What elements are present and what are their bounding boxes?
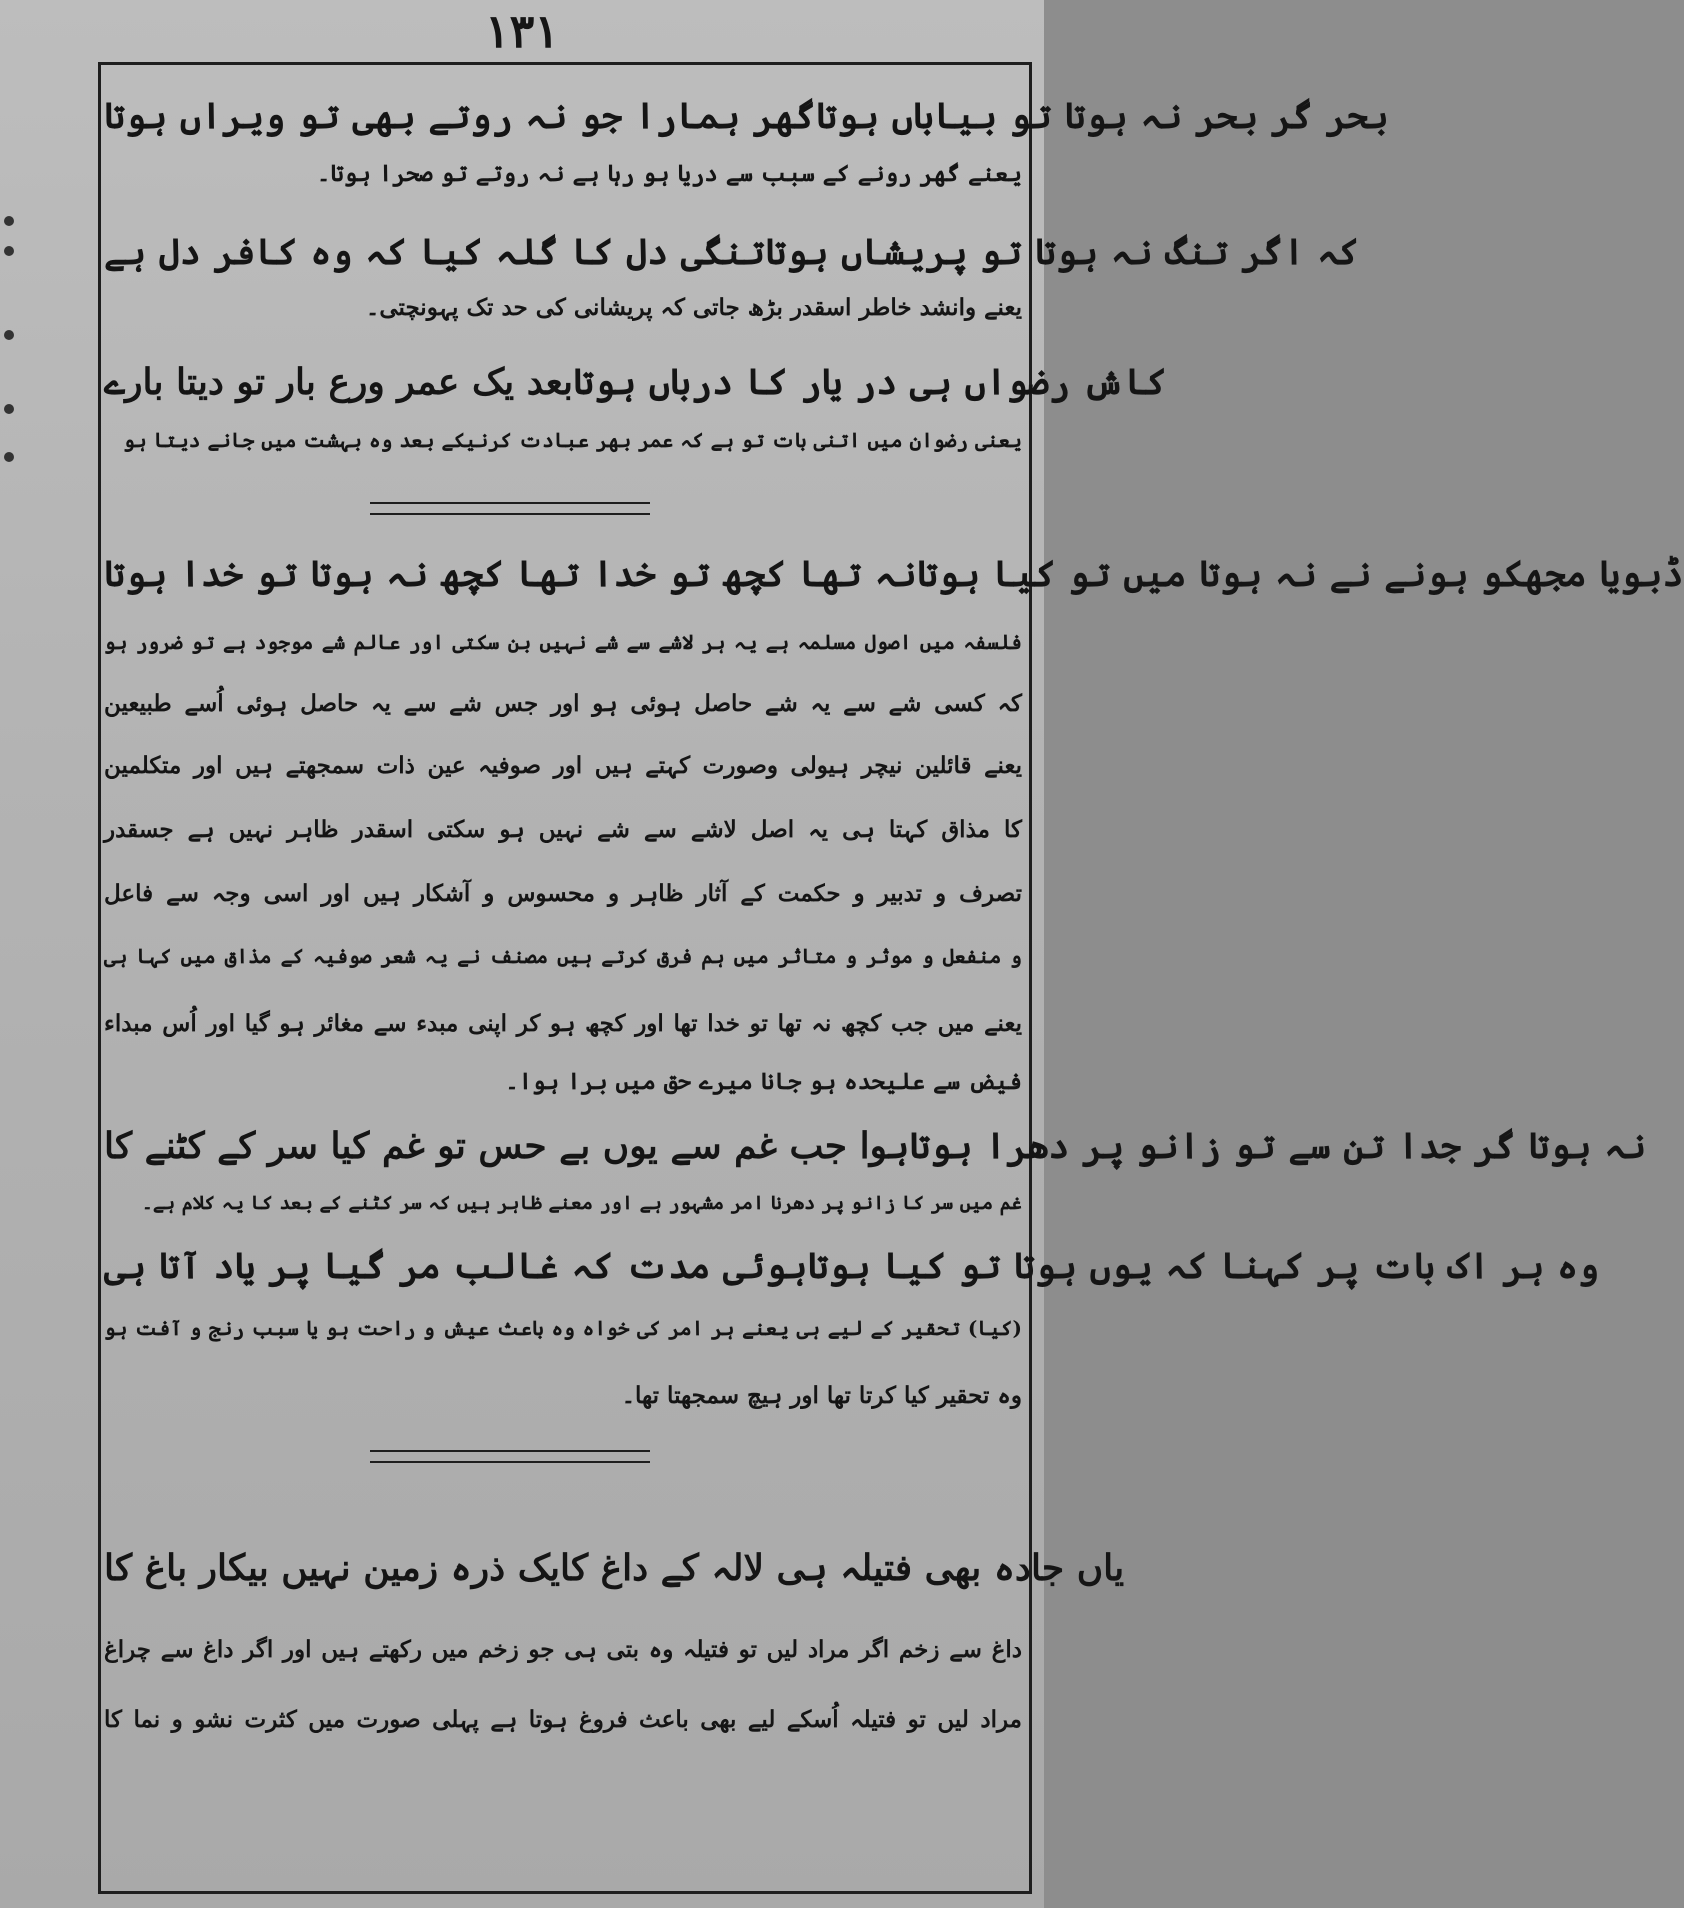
misra-second: کہ اگر تنگ نہ ہوتا تو پریشاں ہوتا [765, 231, 1360, 273]
misra-first: تنگی دل کا گلہ کیا کہ وہ کافر دل ہے [104, 231, 766, 273]
couplet [104, 222, 1360, 282]
misra-second: یاں جادہ بھی فتیلہ ہی لالہ کے داغ کا [559, 1547, 1125, 1589]
commentary-line: یعنے میں جب کچھ نہ تھا تو خدا تھا اور کچھ ہو کر اپنی مبدء سے مغائر ہو گیا اور اُس مبداء [104, 1010, 1022, 1037]
couplet [104, 1536, 1125, 1600]
commentary-line: و منفعل و موثر و متاثر میں ہم فرق کرتے ہیں مصنف نے یہ شعر صوفیہ کے مذاق میں کہا ہی [104, 944, 1022, 968]
commentary-line: یعنے وانشد خاطر اسقدر بڑھ جاتی کہ پریشانی کی حد تک پہونچتی۔ [365, 294, 1022, 321]
commentary-line: کہ کسی شے سے یہ شے حاصل ہوئی ہو اور جس شے سے یہ حاصل ہوئی اُسے طبیعین [104, 690, 1022, 717]
misra-second: وہ ہر اک بات پر کہنا کہ یوں ہوتا تو کیا ہوتا [807, 1245, 1600, 1287]
couplet [104, 1236, 1600, 1296]
couplet [104, 1116, 1647, 1176]
commentary-line: فیض سے علیحدہ ہو جانا میرے حق میں برا ہوا۔ [505, 1068, 1022, 1095]
commentary-line: یعنی رضوان میں اتنی بات تو ہے کہ عمر بھر عبادت کرنیکے بعد وہ بہشت میں جانے دیتا ہو [123, 428, 1022, 452]
misra-second: ڈبویا مجھکو ہونے نے نہ ہوتا میں تو کیا ہوتا [916, 553, 1684, 595]
margin-dot [4, 330, 14, 340]
page-number: ۱۳۱ [484, 4, 560, 58]
couplet [104, 86, 1389, 146]
margin-dot [4, 246, 14, 256]
margin-dot [4, 404, 14, 414]
commentary-line: داغ سے زخم اگر مراد لیں تو فتیلہ وہ بتی ہی جو زخم میں رکھتے ہیں اور اگر داغ سے چراغ [104, 1636, 1022, 1663]
commentary-line: (کیا) تحقیر کے لیے ہی یعنے ہر امر کی خواہ وہ باعث عیش و راحت ہو یا سبب رنج و آفت ہو [104, 1316, 1022, 1340]
misra-first: ہوا جب غم سے یوں بے حس تو غم کیا سر کے کٹنے کا [104, 1125, 910, 1167]
commentary-line: غم میں سر کا زانو پر دھرنا امر مشہور ہے اور معنے ظاہر ہیں کہ سر کٹنے کے بعد کا یہ کلام ہے۔ [141, 1192, 1022, 1214]
misra-first: یک ذرہ زمین نہیں بیکار باغ کا [104, 1547, 560, 1589]
misra-second: نہ ہوتا گر جدا تن سے تو زانو پر دھرا ہوتا [909, 1125, 1647, 1167]
commentary-line: یعنے قائلین نیچر ہیولی وصورت کہتے ہیں اور صوفیہ عین ذات سمجھتے ہیں اور متکلمین [104, 752, 1022, 779]
commentary-line: فلسفہ میں اصول مسلمہ ہے یہ ہر لاشے سے شے نہیں بن سکتی اور عالم شے موجود ہے تو ضرور ہو [104, 630, 1022, 654]
misra-first: گھر ہمارا جو نہ روتے بھی تو ویراں ہوتا [104, 95, 816, 137]
commentary-line: یعنے گھر رونے کے سبب سے دریا ہو رہا ہے نہ روتے تو صحرا ہوتا۔ [316, 160, 1022, 187]
couplet [104, 352, 1167, 412]
section-separator [370, 1450, 650, 1463]
couplet [104, 544, 1684, 604]
commentary-line: کا مذاق کہتا ہی یہ اصل لاشے سے شے نہیں ہو سکتی اسقدر ظاہر نہیں ہے جسقدر [104, 816, 1022, 843]
misra-second: کاش رضواں ہی در یار کا درباں ہوتا [573, 361, 1167, 403]
page-frame [98, 62, 1032, 1894]
margin-dot [4, 216, 14, 226]
misra-second: بحر گر بحر نہ ہوتا تو بیاباں ہوتا [815, 95, 1389, 137]
commentary-line: وہ تحقیر کیا کرتا تھا اور ہیچ سمجھتا تھا۔ [621, 1382, 1022, 1409]
margin-dot [4, 452, 14, 462]
misra-first: بعد یک عمر ورع بار تو دیتا بارے [104, 361, 574, 403]
commentary-line: تصرف و تدبیر و حکمت کے آثار ظاہر و محسوس و آشکار ہیں اور اسی وجہ سے فاعل [104, 880, 1022, 907]
section-separator [370, 502, 650, 515]
misra-first: ہوئی مدت کہ غالب مر گیا پر یاد آتا ہی [104, 1245, 808, 1287]
commentary-line: مراد لیں تو فتیلہ اُسکے لیے بھی باعث فروغ ہوتا ہے پہلی صورت میں کثرت نشو و نما کا [104, 1706, 1022, 1733]
misra-first: نہ تھا کچھ تو خدا تھا کچھ نہ ہوتا تو خدا ہوتا [104, 553, 917, 595]
